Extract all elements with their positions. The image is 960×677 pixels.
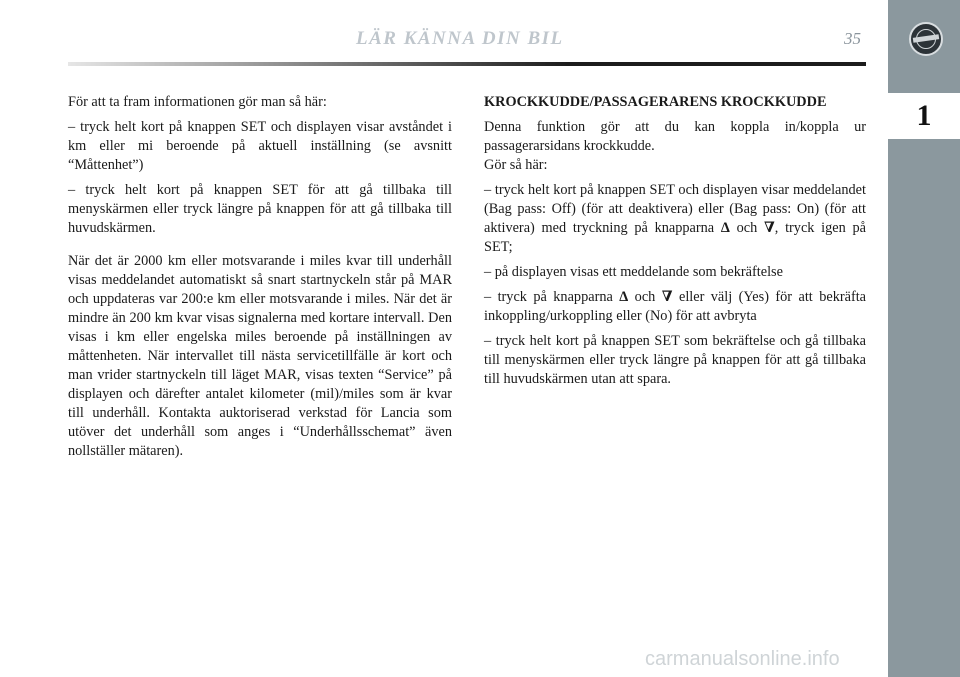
watermark: carmanualsonline.info xyxy=(645,648,840,670)
page-header-title: LÄR KÄNNA DIN BIL xyxy=(356,28,564,49)
page-number: 35 xyxy=(844,29,861,48)
down-arrow-icon: ∇ xyxy=(764,220,775,236)
step-1-end: , tryck igen på SET; xyxy=(484,220,867,255)
step-3-end: eller välj (Yes) för att bekräfta inkoppling/urkoppling eller (No) för att avbryta xyxy=(484,289,867,324)
step-1-text: – tryck helt kort på knappen SET och displayen visar meddelandet (Bag pass: Off) (för att deaktivera) eller (Bag pass: On) (för att aktivera) med tryckning på knapparna xyxy=(484,182,866,236)
lancia-logo-icon xyxy=(909,22,943,56)
up-arrow-icon: Δ xyxy=(720,220,730,236)
section-heading: KROCKKUDDE/PASSAGERARENS KROCKKUDDE xyxy=(484,94,827,110)
paragraph-service-info: När det är 2000 km eller motsvarande i miles kvar till underhåll visas meddelandet automatiskt så snart startnyckeln står på MAR och uppdateras var 200:e km eller motsvarande i miles. När det är mindre än 200 km kvar visas signalerna med kortare intervall. Den visas i km eller engelska miles beroende på inställningen av måttenheten. När intervallet till nästa servicetillfälle är kort och man vrider startnyckeln till läget MAR, visas texten “Service” på displayen och därefter antalet kilometer (mil)/miles som är kvar till underhåll. Kontakta auktoriserad verkstad för Lancia som utöver det underhåll som anges i “Underhållsschemat” även nollställer mätaren). xyxy=(68,253,452,459)
header-rule-fade xyxy=(68,62,568,66)
paragraph-step-3 xyxy=(484,288,866,326)
paragraph-step-2: – tryck helt kort på knappen SET för att gå tillbaka till menyskärmen eller tryck längre på knappen för att gå tillbaka till huvudskärmen. xyxy=(68,182,452,236)
paragraph-intro: För att ta fram informationen gör man så här: xyxy=(68,94,327,110)
paragraph-step-2: – på displayen visas ett meddelande som bekräftelse xyxy=(484,264,783,280)
paragraph-step-1: – tryck helt kort på knappen SET och displayen visar avståndet i km eller mi beroende på aktuell inställning (se avsnitt “Måttenhet”) xyxy=(68,119,452,173)
right-column xyxy=(484,93,866,389)
paragraph-intro-2: Gör så här: xyxy=(484,157,548,173)
paragraph-step-4: – tryck helt kort på knappen SET som bekräftelse och gå tillbaka till menyskärmen eller tryck längre på knappen för att gå tillbaka till huvudskärmen utan att spara. xyxy=(484,333,866,387)
down-arrow-icon: ∇ xyxy=(661,289,673,305)
up-arrow-icon: Δ xyxy=(619,289,629,305)
paragraph-intro: Denna funktion gör att du kan koppla in/koppla ur passagerarsidans krockkudde. xyxy=(484,119,866,154)
step-3-start: – tryck på knapparna xyxy=(484,289,613,305)
chapter-number: 1 xyxy=(916,99,932,132)
paragraph-step-1 xyxy=(484,181,866,257)
left-column xyxy=(68,93,452,461)
and-text: och xyxy=(736,220,758,236)
chapter-tab xyxy=(888,93,960,139)
and-text: och xyxy=(634,289,656,305)
